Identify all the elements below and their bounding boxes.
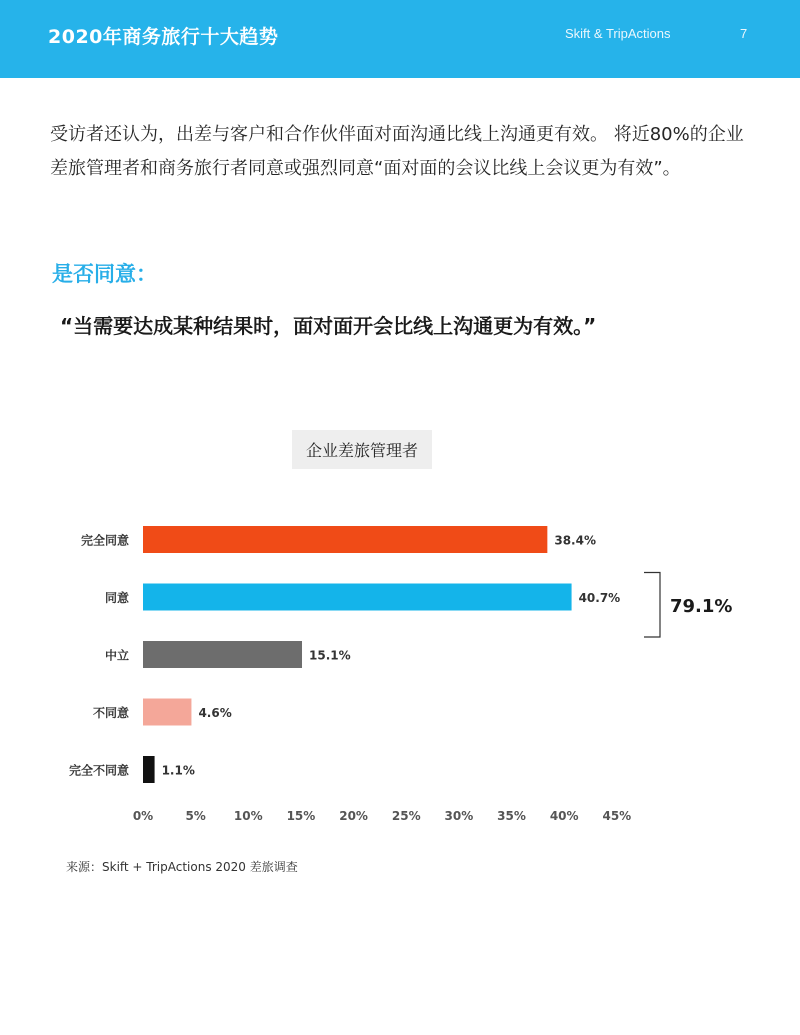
header-source: Skift & TripActions [565, 26, 671, 41]
value-label: 38.4% [554, 533, 596, 548]
question-label: 是否同意： [52, 262, 157, 286]
source-note: 来源：Skift + TripActions 2020 差旅调查 [66, 860, 298, 874]
bar-3 [143, 699, 191, 726]
category-label: 完全不同意 [68, 763, 129, 778]
value-label: 1.1% [161, 763, 195, 778]
bar-2 [143, 641, 302, 668]
x-tick-label: 0% [132, 809, 154, 823]
category-label: 中立 [104, 648, 129, 663]
x-tick-label: 40% [549, 809, 579, 823]
x-tick-label: 15% [286, 809, 316, 823]
header-title: 2020年商务旅行十大趋势 [48, 26, 279, 48]
value-label: 40.7% [578, 591, 621, 605]
page-number: 7 [740, 26, 748, 41]
bar-4 [143, 756, 155, 783]
category-label: 同意 [104, 591, 129, 605]
bar-0 [143, 526, 547, 553]
bar-1 [143, 584, 572, 611]
x-tick-label: 10% [233, 809, 263, 823]
value-label: 15.1% [309, 648, 351, 663]
x-tick-label: 5% [185, 809, 206, 823]
survey-quote: “当需要达成某种结果时，面对面开会比线上沟通更为有效。” [60, 314, 597, 338]
x-tick-label: 45% [602, 809, 632, 823]
intro-paragraph: 受访者还认为，出差与客户和合作伙伴面对面沟通比线上沟通更有效。 将近80%的企业差旅管理者和商务旅行者同意或强烈同意“面对面的会议比线上会议更为有效”。 [50, 124, 744, 179]
bracket-total: 79.1% [670, 595, 733, 617]
category-label: 完全同意 [80, 533, 129, 548]
chart-title: 企业差旅管理者 [292, 430, 432, 469]
category-label: 不同意 [92, 706, 129, 720]
value-label: 4.6% [198, 706, 232, 720]
x-tick-label: 30% [444, 809, 474, 823]
x-tick-label: 25% [391, 809, 421, 823]
x-tick-label: 20% [339, 809, 368, 823]
group-bracket [644, 573, 660, 638]
x-tick-label: 35% [497, 809, 526, 823]
